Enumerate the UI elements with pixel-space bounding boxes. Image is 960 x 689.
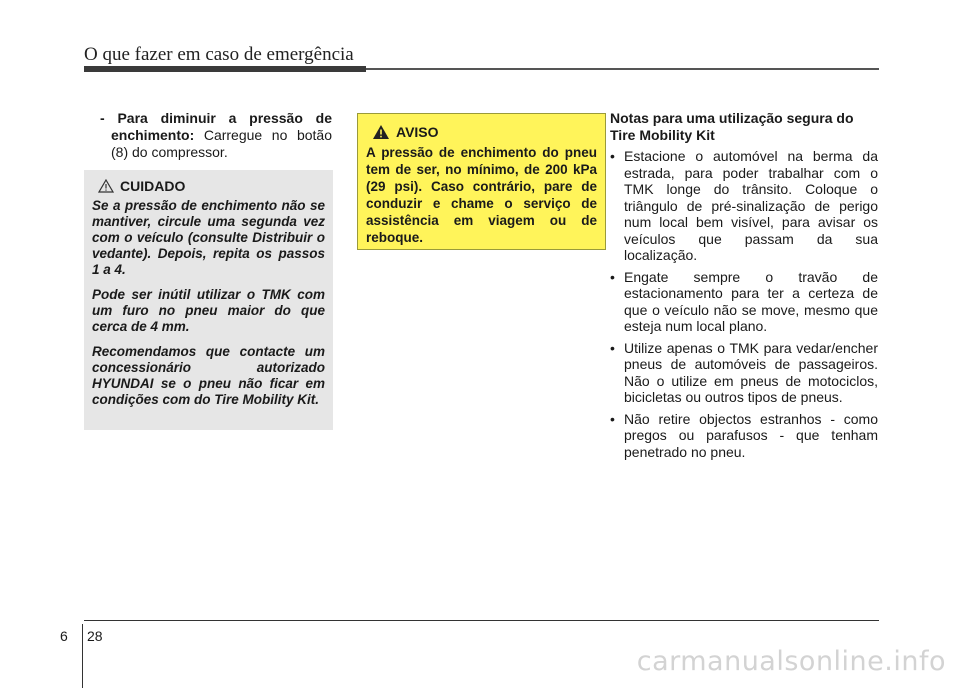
list-item-text: Estacione o automóvel na berma da estrada, para poder trabalhar com o TMK longe do trânsito. Coloque o triângulo de pré-sinalização de perigo num local bem visível, para avisar os veículos que passam da sua localização. <box>624 148 878 263</box>
warning-heading: AVISO <box>396 124 439 140</box>
list-item <box>610 411 878 461</box>
bullet-icon: • <box>610 148 615 164</box>
safety-notes <box>610 110 878 465</box>
list-item-text: Não retire objectos estranhos - como pregos ou parafusos - que tenham penetrado no pneu. <box>624 410 878 460</box>
footer-divider <box>82 624 83 688</box>
instruction-text: Carregue no botão (8) do compressor. <box>111 127 332 160</box>
warning-triangle-outline-icon <box>98 179 114 193</box>
caution-paragraph: Se a pressão de enchimento não se mantiver, circule uma segunda vez com o veículo (consulte Distribuir o vedante). Depois, repita os passos 1 a 4. <box>92 198 325 277</box>
header-rule-accent <box>84 66 366 72</box>
list-item <box>610 148 878 264</box>
footer-rule <box>84 620 879 621</box>
bullet-icon: • <box>610 339 615 356</box>
instruction-dash: - <box>100 110 105 126</box>
page-header-title: O que fazer em caso de emergência <box>84 44 354 65</box>
warning-text: A pressão de enchimento do pneu tem de ser, no mínimo, de 200 kPa (29 psi). Caso contrário, pare de conduzir e chame o serviço de assistência em viagem ou de reboque. <box>366 145 597 245</box>
chapter-number: 6 <box>60 628 68 644</box>
deflate-instruction <box>100 110 332 161</box>
list-item <box>610 340 878 406</box>
watermark: carmanualsonline.info <box>636 646 946 677</box>
bullet-icon: • <box>610 410 615 427</box>
caution-paragraph: Pode ser inútil utilizar o TMK com um furo no pneu maior do que cerca de 4 mm. <box>92 287 325 334</box>
caution-heading: CUIDADO <box>120 178 186 194</box>
list-item <box>610 269 878 335</box>
safety-notes-title: Notas para uma utilização segura do Tire Mobility Kit <box>610 110 854 143</box>
caution-paragraph: Recomendamos que contacte um concessionário autorizado HYUNDAI se o pneu não ficar em condições com do Tire Mobility Kit. <box>92 344 325 407</box>
warning-box <box>357 113 606 250</box>
caution-box <box>84 170 333 430</box>
instruction-label: Para diminuir a pressão de enchimento: <box>111 110 333 143</box>
warning-triangle-filled-icon <box>372 124 390 140</box>
bullet-icon: • <box>610 268 615 285</box>
list-item-text: Engate sempre o travão de estacionamento para ter a certeza de que o veículo não se move, mesmo que esteja num local plano. <box>624 268 878 334</box>
page-number: 28 <box>87 628 103 644</box>
list-item-text: Utilize apenas o TMK para vedar/encher pneus de automóveis de passageiros. Não o utilize em pneus de motociclos, bicicletas ou outros tipos de pneus. <box>624 339 878 405</box>
